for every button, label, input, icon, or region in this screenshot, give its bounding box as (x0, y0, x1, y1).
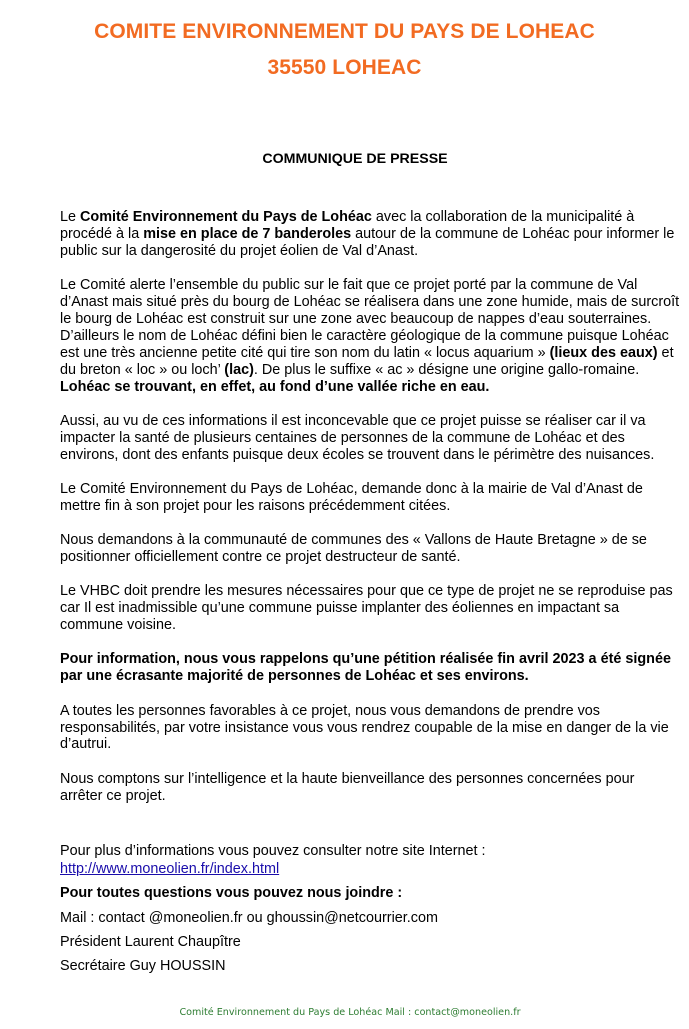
press-release-heading: COMMUNIQUE DE PRESSE (262, 151, 448, 167)
page-footer: Comité Environnement du Pays de Lohéac Mail : contact@moneolien.fr (179, 1007, 521, 1018)
text-segment-bold: (lac) (224, 361, 254, 378)
president-line: Président Laurent Chaupître (60, 934, 241, 950)
paragraph-1 (60, 209, 680, 260)
paragraph-5 (60, 532, 680, 566)
paragraph-2 (60, 277, 680, 395)
paragraph-8 (60, 703, 680, 754)
committee-title: COMITE ENVIRONNEMENT DU PAYS DE LOHEAC (94, 20, 595, 43)
text-segment: A toutes les personnes favorables à ce projet, nous vous demandons de prendre vos responsabilités, par votre insistance vous vous rendrez coupable de la mise en danger de la vie d’autrui. (60, 702, 669, 753)
text-segment-bold: Lohéac se trouvant, en effet, au fond d’une vallée riche en eau. (60, 378, 490, 395)
text-segment: Nous demandons à la communauté de communes des « Vallons de Haute Bretagne » de se positionner officiellement contre ce projet destructeur de santé. (60, 532, 647, 566)
text-segment: Le VHBC doit prendre les mesures nécessaires pour que ce type de projet ne se reproduise pas car Il est inadmissible qu’une commune puisse implanter des éoliennes en impactant sa commune voisine. (60, 583, 673, 634)
paragraph-7 (60, 651, 680, 685)
postal-code-title: 35550 LOHEAC (267, 56, 422, 79)
text-segment-bold: mise en place de 7 banderoles (143, 225, 352, 242)
paragraph-3 (60, 413, 680, 464)
text-segment: et du breton « loc » ou loch’ (60, 344, 674, 378)
questions-line: Pour toutes questions vous pouvez nous joindre : (60, 885, 403, 901)
press-release-body (60, 209, 680, 822)
text-segment: Le (60, 209, 81, 225)
text-segment-bold: Pour information, nous vous rappelons qu’une pétition réalisée fin avril 2023 a été signée par une écrasante majorité de personnes de Lohéac et ses environs. (60, 651, 671, 685)
text-segment-bold: Comité Environnement du Pays de Lohéac (80, 209, 372, 225)
website-link[interactable]: http://www.moneolien.fr/index.html (60, 861, 280, 877)
text-segment-bold: (lieux des eaux) (549, 344, 658, 361)
text-segment: Aussi, au vu de ces informations il est inconcevable que ce projet puisse se réaliser car il va impacter la santé de plusieurs centaines de personnes de la commune de Lohéac et des environs, dont des enfants puisque deux écoles se trouvent dans le périmètre des nuisances. (60, 412, 655, 463)
text-segment: Le Comité Environnement du Pays de Lohéac, demande donc à la mairie de Val d’Anast de mettre fin à son projet pour les raisons précédemment citées. (60, 480, 643, 514)
text-segment: autour de la commune de Lohéac pour informer le public sur la dangerosité du projet éolien de Val d’Anast. (60, 225, 675, 259)
text-segment: avec la collaboration de la municipalité à procédé à la (60, 209, 635, 242)
mail-line: Mail : contact @moneolien.fr ou ghoussin@netcourrier.com (60, 910, 438, 926)
paragraph-4 (60, 481, 680, 515)
paragraph-6 (60, 583, 680, 634)
secretary-line: Secrétaire Guy HOUSSIN (60, 958, 226, 974)
paragraph-9 (60, 771, 680, 805)
info-line: Pour plus d’informations vous pouvez consulter notre site Internet : (60, 843, 486, 859)
text-segment: Nous comptons sur l’intelligence et la haute bienveillance des personnes concernées pour arrêter ce projet. (60, 770, 635, 804)
text-segment: . De plus le suffixe « ac » désigne une origine gallo-romaine. (253, 361, 640, 378)
text-segment: Le Comité alerte l’ensemble du public sur le fait que ce projet porté par la commune de Val d’Anast mais situé près du bourg de Lohéac se réalisera dans une zone humide, mais de surcroît le bourg de Lohéac est construit sur une zone avec beaucoup de nappes d’eau souterraines. D’ailleurs le nom de Lohéac défini bien le caractère géologique de la commune puisque Lohéac est une très ancienne petite cité qui tire son nom du latin « locus aquarium » (60, 277, 680, 361)
